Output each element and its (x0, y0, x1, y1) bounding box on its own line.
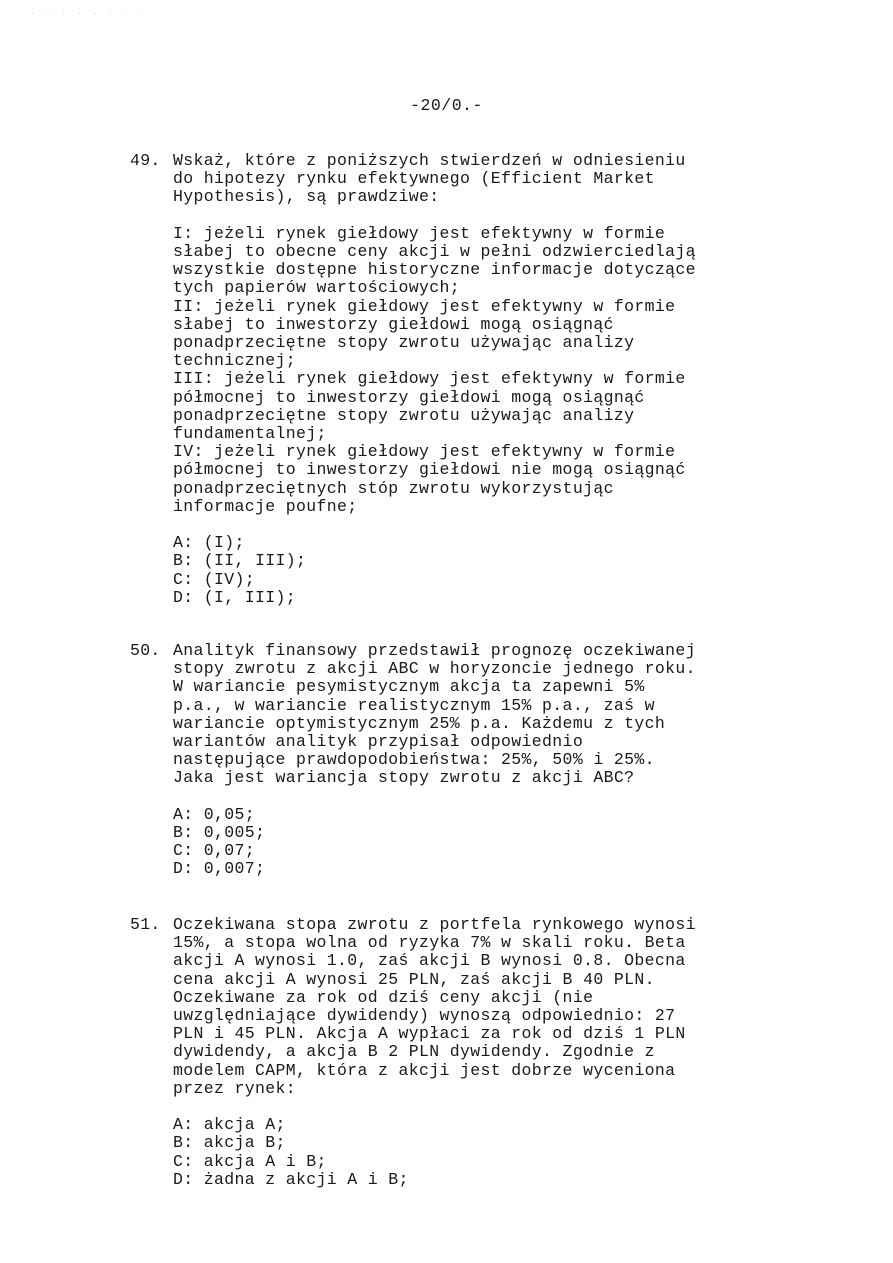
answer-options (173, 1116, 773, 1189)
statement-line: półmocnej to inwestorzy giełdowi mogą osiągnąć (173, 387, 645, 407)
question-stem-line: do hipotezy rynku efektywnego (Efficient Market (173, 169, 655, 189)
answer-option-a: A: 0,05; (173, 804, 256, 824)
question-body (173, 642, 773, 879)
statement-line: ponadprzeciętne stopy zwrotu używając analizy (173, 333, 635, 353)
question-stem-line: modelem CAPM, która z akcji jest dobrze wyceniona (173, 1060, 676, 1080)
answer-option-c: C: 0,07; (173, 841, 256, 861)
question-stem-line: 15%, a stopa wolna od ryzyka 7% w skali roku. Beta (173, 933, 686, 953)
question-body (173, 916, 773, 1189)
answer-option-b: B: (II, III); (173, 551, 307, 571)
page-number: -20/0.- (410, 96, 483, 115)
statement-line: IV: jeżeli rynek giełdowy jest efektywny w formie (173, 442, 676, 462)
question-number: 49. (130, 151, 161, 170)
answer-options (173, 534, 773, 607)
question-stem-line: Wskaż, które z poniższych stwierdzeń w odniesieniu (173, 151, 686, 170)
question-stem-line: Hypothesis), są prawdziwe: (173, 187, 440, 207)
question-stem-line: Oczekiwane za rok od dziś ceny akcji (nie (173, 987, 594, 1007)
question-stem-line: Analityk finansowy przedstawił prognozę oczekiwanej (173, 641, 696, 660)
statement-line: półmocnej to inwestorzy giełdowi nie mogą osiągnąć (173, 460, 686, 480)
question-stem-line: wariancie optymistycznym 25% p.a. Każdemu z tych (173, 713, 666, 733)
statement-line: III: jeżeli rynek giełdowy jest efektywny w formie (173, 369, 686, 389)
statement-line: słabej to inwestorzy giełdowi mogą osiągnąć (173, 314, 614, 334)
question-stem-line: Oczekiwana stopa zwrotu z portfela rynkowego wynosi (173, 915, 696, 934)
scan-artifact: · · · · · · · · (30, 9, 148, 18)
question-stem-line: przez rynek: (173, 1078, 297, 1098)
question-body (173, 152, 773, 607)
question-stem-line: następujące prawdopodobieństwa: 25%, 50% i 25%. (173, 750, 655, 770)
question-stem-line: p.a., w wariancie realistycznym 15% p.a., zaś w (173, 695, 655, 715)
answer-option-d: D: 0,007; (173, 859, 266, 879)
question-stem-line: akcji A wynosi 1.0, zaś akcji B wynosi 0.8. Obecna (173, 951, 686, 971)
question-number: 50. (130, 641, 161, 660)
statement-line: ponadprzeciętne stopy zwrotu używając analizy (173, 405, 635, 425)
statement-line: technicznej; (173, 351, 297, 371)
answer-option-b: B: akcja B; (173, 1133, 286, 1153)
question-stem-line: Jaka jest wariancja stopy zwrotu z akcji ABC? (173, 768, 635, 788)
answer-option-a: A: (I); (173, 533, 245, 553)
statement-line: ponadprzeciętnych stóp zwrotu wykorzystując (173, 478, 614, 498)
answer-option-c: C: (IV); (173, 569, 256, 589)
question-stem-line: wariantów analityk przypisał odpowiednio (173, 732, 584, 752)
statement-line: I: jeżeli rynek giełdowy jest efektywny w formie (173, 223, 666, 243)
statement-line: tych papierów wartościowych; (173, 278, 461, 298)
statement-line: fundamentalnej; (173, 424, 327, 444)
question-stem-line: uwzględniające dywidendy) wynoszą odpowiednio: 27 (173, 1006, 676, 1026)
statement-line: II: jeżeli rynek giełdowy jest efektywny w formie (173, 296, 676, 316)
answer-option-a: A: akcja A; (173, 1115, 286, 1135)
answer-option-c: C: akcja A i B; (173, 1151, 327, 1171)
answer-option-d: D: (I, III); (173, 587, 297, 607)
question-stem-line: dywidendy, a akcja B 2 PLN dywidendy. Zgodnie z (173, 1042, 655, 1062)
question-stem-line: stopy zwrotu z akcji ABC w horyzoncie jednego roku. (173, 659, 696, 679)
answer-option-b: B: 0,005; (173, 823, 266, 843)
statement-line: wszystkie dostępne historyczne informacje dotyczące (173, 260, 696, 280)
question-stem-line: PLN i 45 PLN. Akcja A wypłaci za rok od dziś 1 PLN (173, 1024, 686, 1044)
statement-line: słabej to obecne ceny akcji w pełni odzwierciedlają (173, 242, 696, 261)
answer-option-d: D: żadna z akcji A i B; (173, 1169, 409, 1189)
question-stem-line: cena akcji A wynosi 25 PLN, zaś akcji B 40 PLN. (173, 969, 655, 989)
answer-options (173, 806, 773, 879)
question-number: 51. (130, 915, 161, 934)
question-stem-line: W wariancie pesymistycznym akcja ta zapewni 5% (173, 677, 645, 697)
statement-line: informacje poufne; (173, 496, 358, 516)
